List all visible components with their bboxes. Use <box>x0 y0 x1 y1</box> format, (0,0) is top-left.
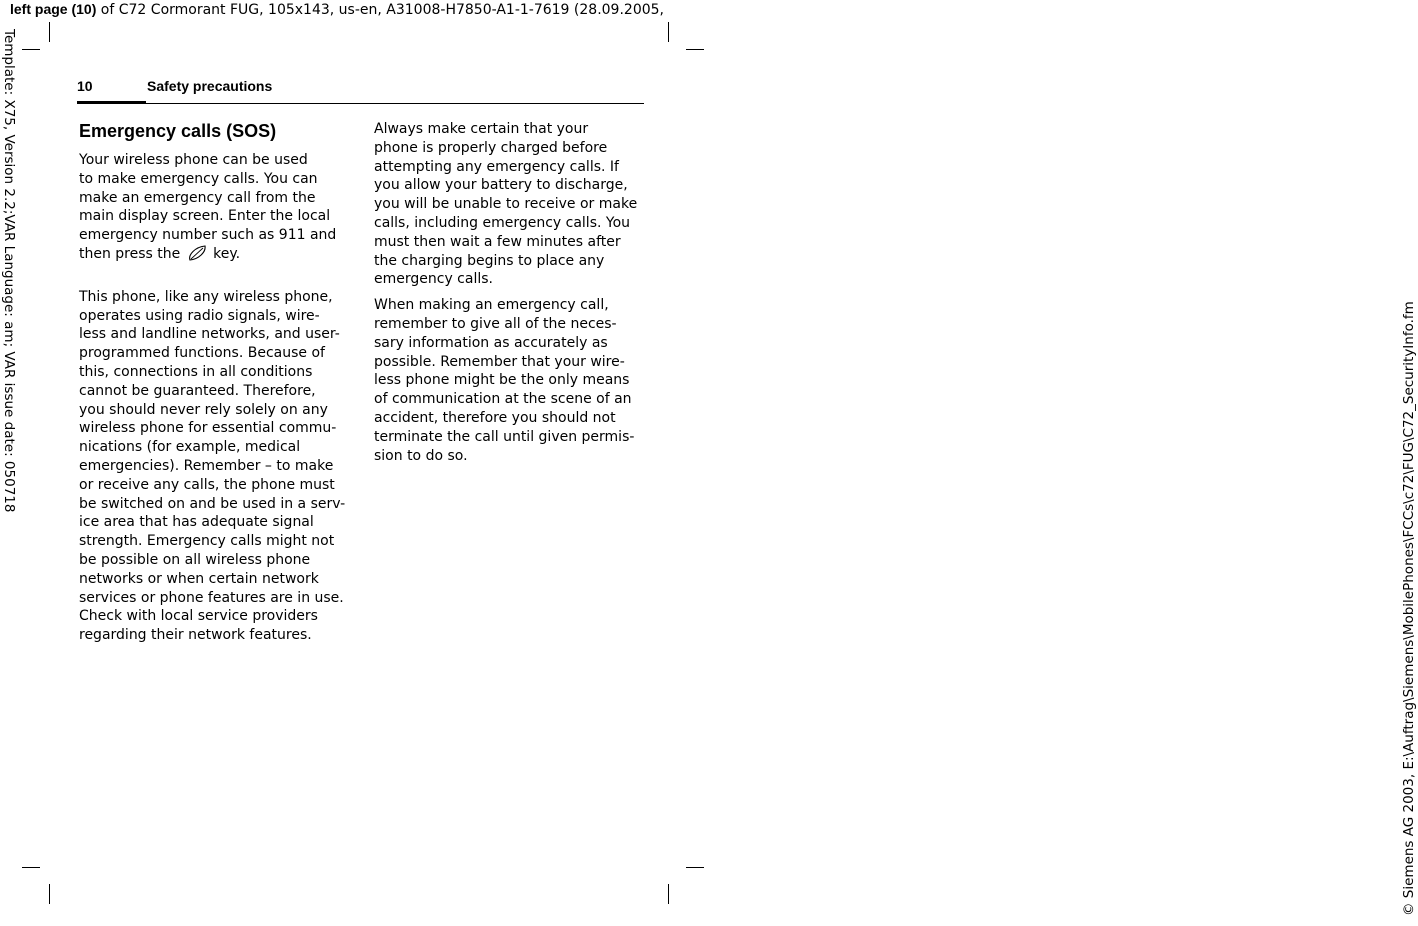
template-info-vertical: Template: X75, Version 2.2;VAR Language: am; VAR issue date: 050718 <box>1 29 17 513</box>
print-header <box>10 0 664 19</box>
call-info-paragraph: When making an emergency call, remember to give all of the neces- sary information as accurately as possible. Remember that your wire- less phone might be the only means of communication at the scene of an accident, therefore you should not terminate the call until given permis- sion to do so. <box>374 297 635 464</box>
section-heading: Emergency calls (SOS) <box>79 121 277 141</box>
print-header-page-label: left page (10) <box>10 1 97 17</box>
page-title: Safety precautions <box>147 78 273 94</box>
crop-mark <box>22 49 40 50</box>
intro-paragraph: Your wireless phone can be used to make emergency calls. You can make an emergency call from the main display screen. Enter the local emergency number such as 911 and then press the key. <box>79 152 337 262</box>
battery-paragraph: Always make certain that your phone is properly charged before attempting any emergency calls. If you allow your battery to discharge, you will be unable to receive or make calls, including emergency calls. You must then wait a few minutes after the charging begins to place any emergency calls. <box>374 121 638 288</box>
print-header-file-info: of C72 Cormorant FUG, 105x143, us-en, A31008-H7850-A1-1-7619 (28.09.2005, <box>96 2 664 18</box>
crop-mark <box>668 22 669 42</box>
right-column <box>374 120 649 465</box>
header-rule-thick <box>77 101 146 104</box>
crop-mark <box>49 22 50 42</box>
reliability-paragraph: This phone, like any wireless phone, operates using radio signals, wire- less and landline networks, and user- programmed functions. Because of this, connections in all conditions cannot be guaranteed. Therefore, you should never rely solely on any wireless phone for essential commu- nications (for example, medical emergencies). Remember – to make or receive any calls, the phone must be switched on and be used in a serv- ice area that has adequate signal strength. Emergency calls might not be possible on all wireless phone networks or when certain network services or phone features are in use. Check with local service providers regarding their network features. <box>79 288 346 644</box>
crop-mark <box>22 867 40 868</box>
copyright-path-vertical: © Siemens AG 2003, E:\Auftrag\Siemens\MobilePhones\FCCs\c72\FUG\C72_SecurityInfo.fm <box>1401 301 1417 916</box>
header-rule-thin <box>146 103 644 104</box>
crop-mark <box>49 884 50 904</box>
call-key-icon <box>185 245 209 261</box>
crop-mark <box>668 884 669 904</box>
page-number: 10 <box>77 78 93 94</box>
left-column <box>79 120 351 645</box>
